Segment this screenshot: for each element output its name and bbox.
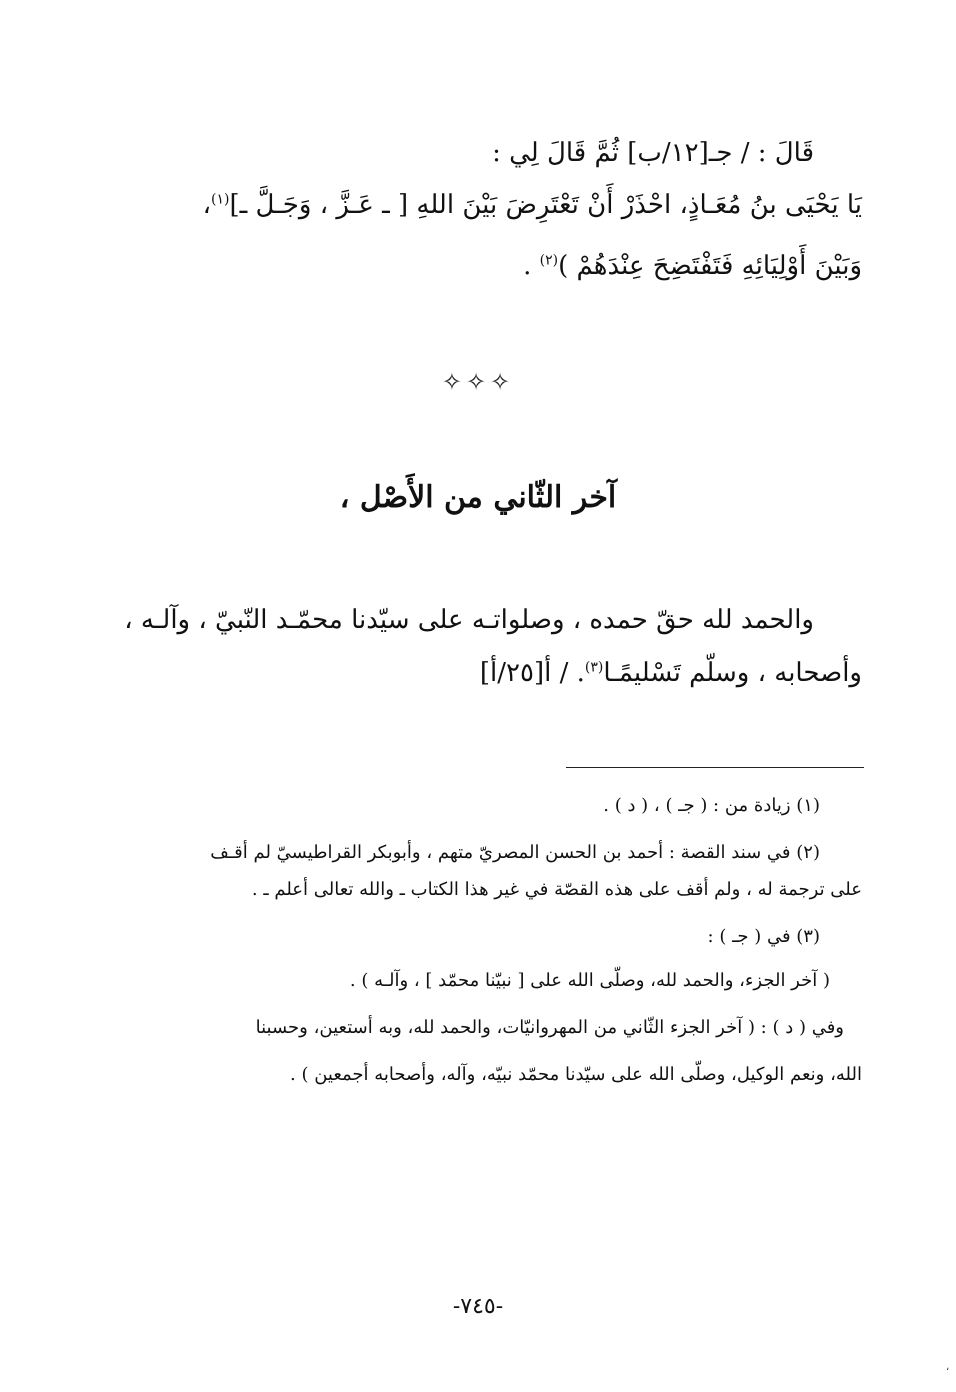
edge-mark: ، <box>946 1362 950 1373</box>
closing-line-2-tail: . / أ[٢٥/أ] <box>479 658 585 688</box>
footnote-3-line-3: وفي ( د ) : ( آخر الجزء الثّاني من المهروانيّات، والحمد لله، وبه أستعين، وحسبنا <box>255 1017 844 1038</box>
footnote-3-line-4: الله، ونعم الوكيل، وصلّى الله على سيّدنا محمّد نبيّه، وآله، وأصحابه أجمعين ) . <box>290 1064 862 1085</box>
text-line-2-tail: ، <box>202 190 211 220</box>
closing-line-2-content: وأصحابه ، وسلّم تَسْليمًـا <box>603 658 862 688</box>
section-heading: آخر الثّاني من الأَصْل ، <box>339 480 617 515</box>
text-line-3-content: وَبَيْنَ أَوْلِيَائِهِ فَتَفْتَضِحَ عِنْدَهُمْ ) <box>558 251 862 281</box>
text-line-3-tail: . <box>523 251 532 281</box>
footnote-marker-3: (٣) <box>584 659 604 676</box>
ornament-separator: ✧✧✧ <box>441 368 515 396</box>
footnote-2-line-1: (٢) في سند القصة : أحمد بن الحسن المصريّ متهم ، وأبوبكر القراطيسيّ لم أقـف <box>210 842 820 863</box>
footnote-1: (١) زيادة من : ( جـ ) ، ( د ) . <box>603 795 820 816</box>
footnote-divider <box>566 767 864 768</box>
text-line-2-content: يَا يَحْيَى بنُ مُعَـاذٍ، احْذَرْ أَنْ تَعْتَرِضَ بَيْنَ اللهِ [ ـ عَـزَّ ، وَجَـلَّ ـ] <box>229 190 862 220</box>
text-line-3 <box>523 246 862 286</box>
page-number: -٧٤٥- <box>452 1294 504 1319</box>
footnote-3-line-1: (٣) في ( جـ ) : <box>707 926 820 947</box>
closing-line-2 <box>480 653 862 693</box>
closing-line-1-content: والحمد لله حقّ حمده ، وصلواتـه على سيّدنا محمّـد النّبيّ ، وآلـه ، <box>124 605 814 635</box>
footnote-marker-1: (١) <box>211 191 230 208</box>
closing-line-1 <box>124 600 814 640</box>
footnote-marker-2: (٢) <box>539 252 559 269</box>
text-line-1 <box>492 133 814 173</box>
text-line-2 <box>203 185 862 225</box>
text-line-1-content: قَالَ : / جـ[١٢/ب] ثُمَّ قَالَ لِي : <box>492 138 814 168</box>
footnote-3-line-2: ( آخر الجزء، والحمد لله، وصلّى الله على [ نبيّنا محمّد ] ، وآلـه ) . <box>349 970 830 991</box>
footnote-2-line-2: على ترجمة له ، ولم أقف على هذه القصّة في غير هذا الكتاب ـ والله تعالى أعلم ـ . <box>251 879 862 900</box>
